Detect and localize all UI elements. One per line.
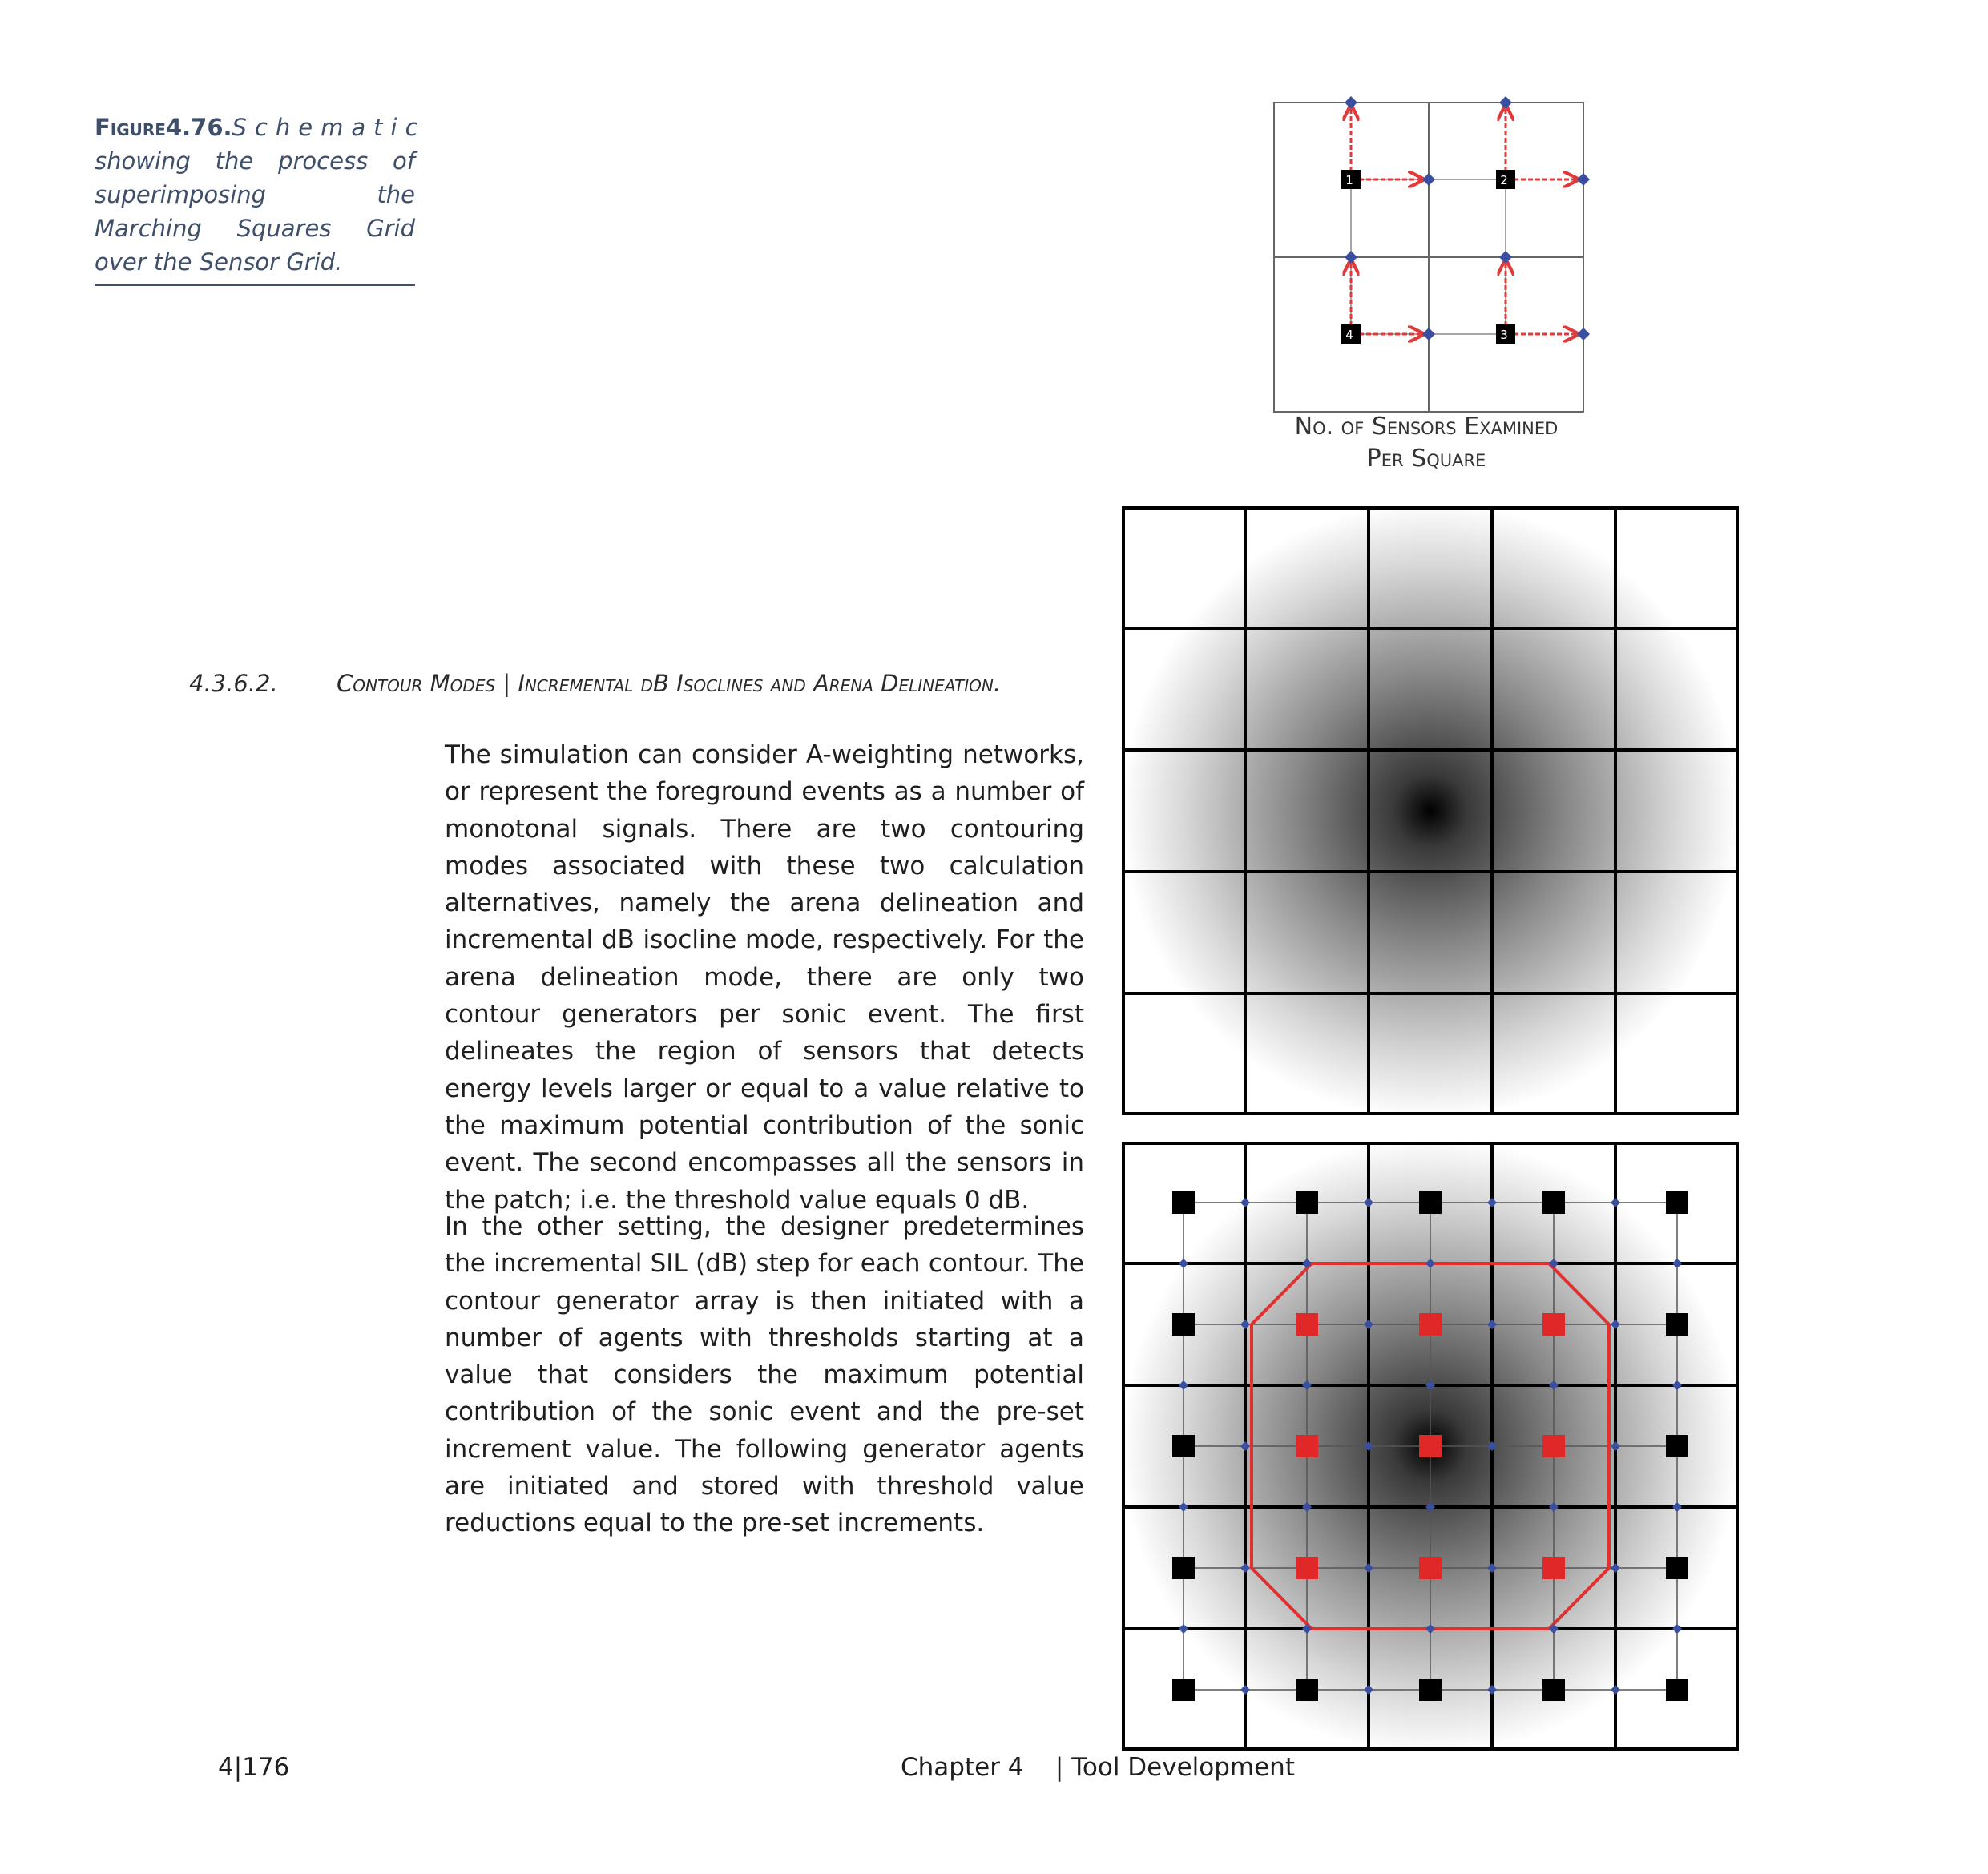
active-sensor xyxy=(1296,1557,1318,1579)
sensor xyxy=(1666,1557,1688,1579)
sensor-grid-field-diagram xyxy=(1122,506,1739,1115)
sensor xyxy=(1172,1313,1195,1336)
sound-field-gradient xyxy=(1122,506,1739,1115)
sensor xyxy=(1296,1679,1318,1701)
caption-lead-word: Schematic xyxy=(232,114,426,141)
active-sensor xyxy=(1419,1313,1442,1336)
contour-overlay-diagram xyxy=(1122,1142,1739,1751)
active-sensor xyxy=(1296,1435,1318,1457)
section-title: Contour Modes | Incremental dB Isoclines and Arena Delineation. xyxy=(337,670,1002,697)
sensors-per-square-label xyxy=(1250,411,1603,475)
sensor xyxy=(1172,1557,1195,1579)
outer-grid xyxy=(1274,103,1583,412)
active-sensor xyxy=(1542,1435,1565,1457)
sensor xyxy=(1419,1191,1442,1214)
figure-label: Figure4.76. xyxy=(95,114,232,141)
label-line-2: Per Square xyxy=(1366,445,1486,473)
sensor-number: 4 xyxy=(1345,328,1353,342)
sensor xyxy=(1666,1435,1688,1457)
sensor-number: 2 xyxy=(1500,173,1508,187)
midpoint-node xyxy=(1422,328,1435,341)
label-line-1: No. of Sensors Examined xyxy=(1294,413,1559,441)
sensors-per-square-diagram xyxy=(1250,88,1603,425)
sensor xyxy=(1296,1191,1318,1214)
midpoint-node xyxy=(1499,96,1512,109)
midpoint-node xyxy=(1345,251,1357,264)
midpoint-nodes xyxy=(1345,96,1590,341)
section-number: 4.3.6.2. xyxy=(189,670,278,697)
midpoint-node xyxy=(1345,96,1357,109)
sensor xyxy=(1542,1679,1565,1701)
midpoint-node xyxy=(1422,173,1435,186)
sensor xyxy=(1419,1679,1442,1701)
sensor-number: 3 xyxy=(1500,328,1508,342)
sensor xyxy=(1542,1191,1565,1214)
active-sensor xyxy=(1419,1435,1442,1457)
sample-arrows xyxy=(1351,106,1578,334)
sensor xyxy=(1172,1435,1195,1457)
caption-text: showing the process of superimposing the Marching Squares Grid over the Sensor Grid. xyxy=(95,147,415,276)
sensor xyxy=(1172,1191,1195,1214)
chapter-footer: Chapter 4 | Tool Development xyxy=(901,1753,1295,1782)
sensor xyxy=(1666,1191,1688,1214)
body-paragraph: The simulation can consider A-weighting networks, or represent the foreground events as a number of monotonal signals. There are two contouring modes associated with these two calculation alternatives, namely the arena delineation and incremental dB isocline mode, respectively. For the arena delineation mode, there are only two contour generators per sonic event. The first delineates the region of sensors that detects energy levels larger or equal to a value relative to the maximum potential contribution of the sonic event. The second encompasses all the sensors in the patch; i.e. the threshold value equals 0 dB. xyxy=(445,740,1084,1215)
sensor-number: 1 xyxy=(1345,173,1353,187)
sensor xyxy=(1666,1679,1688,1701)
page-number: 4|176 xyxy=(218,1753,290,1782)
active-sensor xyxy=(1542,1313,1565,1336)
caption-divider xyxy=(95,284,415,286)
midpoint-node xyxy=(1499,251,1512,264)
figure-caption xyxy=(95,111,426,279)
active-sensor xyxy=(1542,1557,1565,1579)
midpoint-node xyxy=(1577,328,1590,341)
body-paragraph: In the other setting, the designer predetermines the incremental SIL (dB) step for each contour. The contour generator array is then initiated with a number of agents with thresholds starting at a value that considers the maximum potential contribution of the sonic event and the pre-set increment value. The following generator agents are initiated and stored with threshold value reductions equal to the pre-set increments. xyxy=(445,1212,1084,1538)
active-sensor xyxy=(1419,1557,1442,1579)
sensor xyxy=(1172,1679,1195,1701)
sensor xyxy=(1666,1313,1688,1336)
midpoint-node xyxy=(1577,173,1590,186)
active-sensor xyxy=(1296,1313,1318,1336)
